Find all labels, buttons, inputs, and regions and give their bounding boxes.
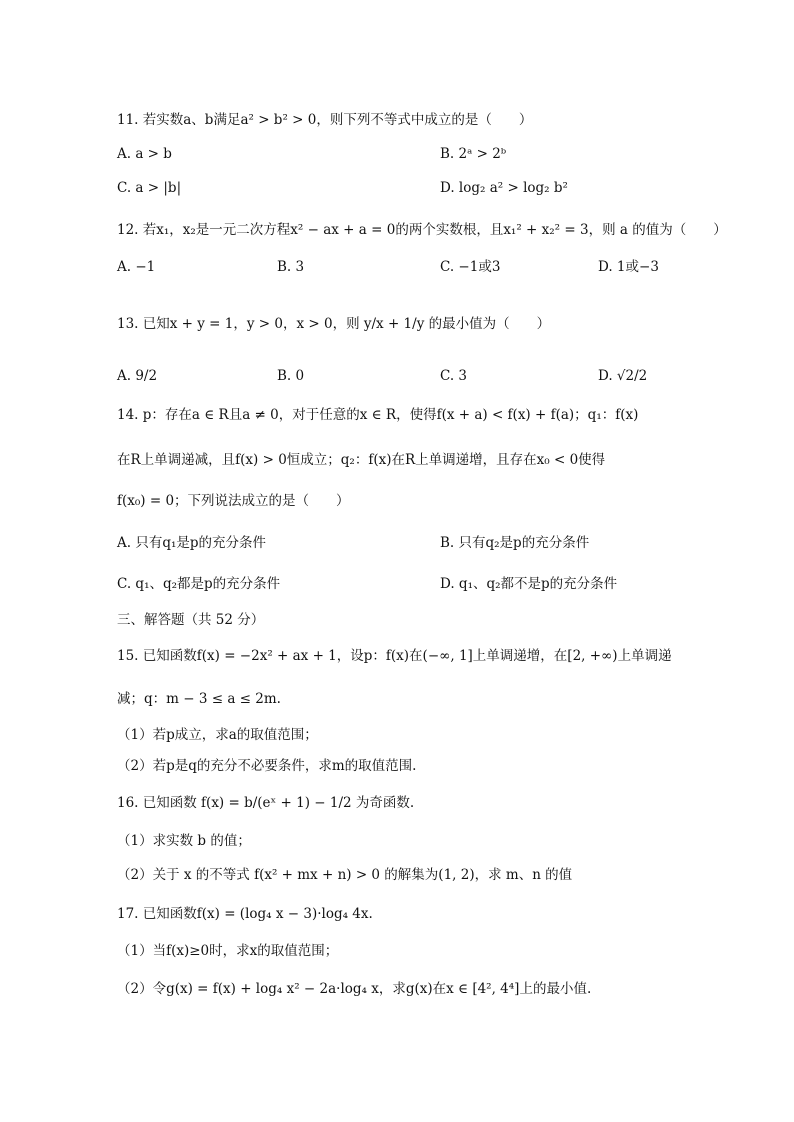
q13-option-a: A. 9/2: [117, 368, 158, 384]
q11-option-d: D. log₂ a² > log₂ b²: [440, 180, 568, 196]
q13-option-d: D. √2/2: [598, 368, 648, 384]
q16-line-1: 16. 已知函数 f(x) = b/(eˣ + 1) − 1/2 为奇函数.: [117, 795, 415, 811]
q14-option-b: B. 只有q₂是p的充分条件: [440, 535, 590, 551]
q14-line-3: f(x₀) = 0；下列说法成立的是（ ）: [117, 493, 350, 509]
q13-option-b: B. 0: [277, 368, 305, 384]
q13-option-c: C. 3: [440, 368, 468, 384]
q17-part-2: （2）令g(x) = f(x) + log₄ x² − 2a·log₄ x，求g(x)在x ∈ [4², 4⁴]上的最小值.: [117, 981, 592, 997]
q15-part-2: （2）若p是q的充分不必要条件，求m的取值范围.: [117, 758, 417, 774]
q15-line-2: 减；q：m − 3 ≤ a ≤ 2m.: [117, 691, 281, 707]
q11-option-b: B. 2ᵃ > 2ᵇ: [440, 146, 507, 162]
q12-option-b: B. 3: [277, 259, 305, 275]
q14-option-c: C. q₁、q₂都是p的充分条件: [117, 576, 281, 592]
q11-option-c: C. a > |b|: [117, 180, 182, 196]
q16-part-1: （1）求实数 b 的值；: [117, 833, 251, 849]
q17-part-1: （1）当f(x)≥0时，求x的取值范围；: [117, 943, 339, 959]
q14-line-1: 14. p：存在a ∈ R且a ≠ 0，对于任意的x ∈ R，使得f(x + a) < f(x) + f(a)；q₁：f(x): [117, 407, 639, 423]
q14-option-a: A. 只有q₁是p的充分条件: [117, 535, 267, 551]
q14-option-d: D. q₁、q₂都不是p的充分条件: [440, 576, 618, 592]
q13-stem: 13. 已知x + y = 1，y > 0，x > 0，则 y/x + 1/y 的最小值为（ ）: [117, 316, 551, 332]
q11-stem: 11. 若实数a、b满足a² > b² > 0，则下列不等式中成立的是（ ）: [117, 112, 533, 128]
q12-stem: 12. 若x₁，x₂是一元二次方程x² − ax + a = 0的两个实数根，且x₁² + x₂² = 3，则 a 的值为（ ）: [117, 222, 727, 238]
q12-option-a: A. −1: [117, 259, 156, 275]
q11-option-a: A. a > b: [117, 146, 172, 162]
section-3-heading: 三、解答题（共 52 分）: [117, 612, 265, 628]
q12-option-c: C. −1或3: [440, 259, 501, 275]
q17-line-1: 17. 已知函数f(x) = (log₄ x − 3)·log₄ 4x.: [117, 906, 373, 922]
q14-line-2: 在R上单调递减，且f(x) > 0恒成立；q₂：f(x)在R上单调递增，且存在x₀ < 0使得: [117, 452, 606, 468]
q16-part-2: （2）关于 x 的不等式 f(x² + mx + n) > 0 的解集为(1, 2)，求 m、n 的值: [117, 867, 573, 883]
q12-option-d: D. 1或−3: [598, 259, 659, 275]
q15-part-1: （1）若p成立，求a的取值范围；: [117, 727, 318, 743]
q15-line-1: 15. 已知函数f(x) = −2x² + ax + 1，设p：f(x)在(−∞, 1]上单调递增，在[2, +∞)上单调递: [117, 648, 672, 664]
